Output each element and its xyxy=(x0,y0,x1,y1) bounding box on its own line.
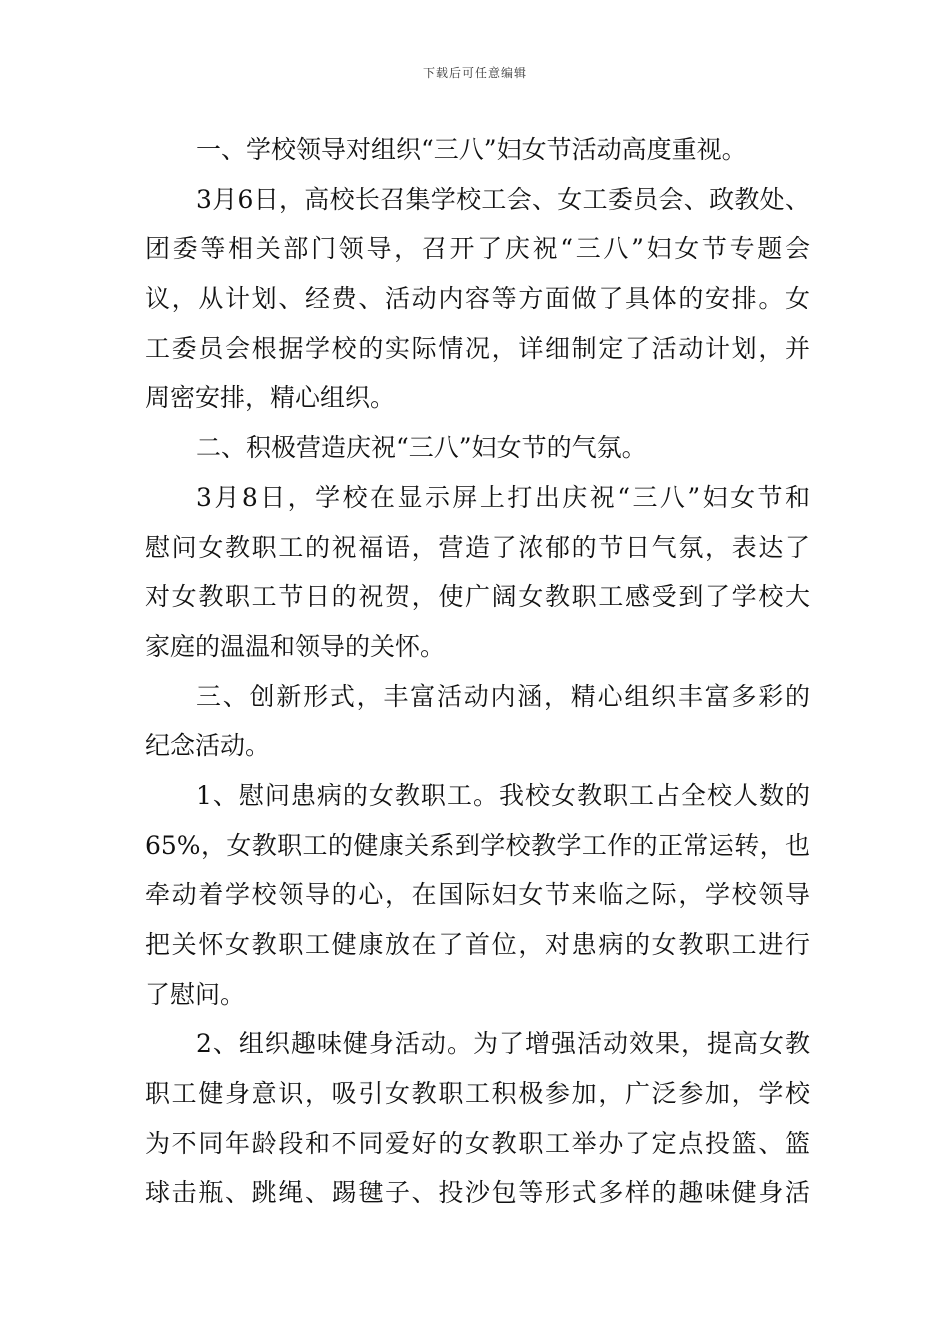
paragraph-line: 65%，女教职工的健康关系到学校教学工作的正常运转，也 xyxy=(145,830,810,860)
section-heading-2: 二、积极营造庆祝“三八”妇女节的气氛。 xyxy=(196,433,647,463)
paragraph-line: 把关怀女教职工健康放在了首位，对患病的女教职工进行 xyxy=(145,930,810,959)
paragraph-line: 球击瓶、跳绳、踢毽子、投沙包等形式多样的趣味健身活 xyxy=(145,1178,810,1208)
list-item-line: 2、组织趣味健身活动。为了增强活动效果，提高女教 xyxy=(196,1029,810,1059)
page-header-note: 下载后可任意编辑 xyxy=(422,66,527,80)
paragraph-line: 慰问女教职工的祝福语，营造了浓郁的节日气氛，表达了 xyxy=(145,532,810,562)
document-body xyxy=(145,125,810,1218)
paragraph-line: 为不同年龄段和不同爱好的女教职工举办了定点投篮、篮 xyxy=(145,1128,810,1158)
paragraph-line: 牵动着学校领导的心，在国际妇女节来临之际，学校领导 xyxy=(145,880,810,910)
paragraph-line: 议，从计划、经费、活动内容等方面做了具体的安排。女 xyxy=(145,284,810,314)
paragraph-line: 3月8日，学校在显示屏上打出庆祝“三八”妇女节和 xyxy=(196,482,810,512)
paragraph-line: 对女教职工节日的祝贺，使广阔女教职工感受到了学校大 xyxy=(145,582,810,612)
paragraph-line: 团委等相关部门领导，召开了庆祝“三八”妇女节专题会 xyxy=(145,234,810,264)
paragraph-line: 了慰问。 xyxy=(145,979,246,1009)
paragraph-line: 工委员会根据学校的实际情况，详细制定了活动计划，并 xyxy=(145,333,810,363)
list-item-line: 1、慰问患病的女教职工。我校女教职工占全校人数的 xyxy=(196,780,810,810)
section-heading-3-continued: 纪念活动。 xyxy=(145,731,271,761)
paragraph-line: 周密安排，精心组织。 xyxy=(145,383,396,413)
paragraph-line: 家庭的温温和领导的关怀。 xyxy=(145,631,446,661)
paragraph-line: 3月6日，高校长召集学校工会、女工委员会、政教处、 xyxy=(196,184,810,214)
section-heading-1: 一、学校领导对组织“三八”妇女节活动高度重视。 xyxy=(196,135,747,164)
paragraph-line: 职工健身意识，吸引女教职工积极参加，广泛参加，学校 xyxy=(145,1079,810,1109)
section-heading-3: 三、创新形式，丰富活动内涵，精心组织丰富多彩的 xyxy=(196,681,810,711)
